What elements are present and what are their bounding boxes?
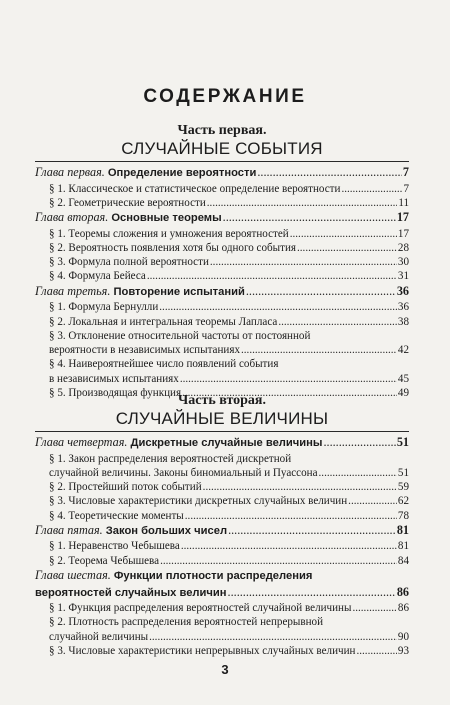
toc-section-entry-continued[interactable] <box>35 630 409 644</box>
page-number: 3 <box>221 662 229 677</box>
dot-leader <box>223 210 396 226</box>
section-title: § 4. Наивероятнейшее число появлений события <box>49 358 279 371</box>
contents-title: СОДЕРЖАНИЕ <box>143 86 307 107</box>
section-page-number: 17 <box>397 227 409 240</box>
section-page-number: 42 <box>397 344 409 357</box>
toc-section-entry[interactable] <box>35 480 409 494</box>
dot-leader <box>228 523 396 539</box>
section-page-number: 45 <box>397 372 409 385</box>
toc-section-entry[interactable] <box>35 227 409 241</box>
toc-section-entry[interactable] <box>35 615 409 629</box>
section-title: § 2. Простейший поток событий <box>49 481 202 494</box>
section-page-number: 78 <box>397 509 409 522</box>
section-title: § 3. Числовые характеристики непрерывных случайных величин <box>49 644 356 657</box>
chapter-title: Закон больших чисел <box>105 524 228 537</box>
dot-leader <box>241 343 397 357</box>
dot-leader <box>160 554 397 568</box>
dot-leader <box>207 196 398 210</box>
toc-chapter-entry-continued[interactable] <box>35 585 409 602</box>
section-title: случайной величины. Законы биномиальный и Пуассона <box>49 466 318 479</box>
toc-section-entry[interactable] <box>35 196 409 210</box>
section-page-number: 36 <box>397 301 409 314</box>
chapter-title: Дискретные случайные величины <box>130 437 323 449</box>
toc-chapter-entry[interactable] <box>35 284 409 301</box>
chapter-number: Глава пятая. <box>35 522 106 537</box>
toc-section-entry-continued[interactable] <box>35 343 409 357</box>
toc-section-entry[interactable] <box>35 315 409 329</box>
toc-section-entry[interactable] <box>35 255 409 269</box>
dot-leader <box>147 269 397 283</box>
toc-section-entry[interactable] <box>35 300 409 314</box>
section-title: § 2. Локальная и интегральная теоремы Лапласа <box>49 315 278 328</box>
dot-leader <box>159 300 397 314</box>
section-page-number: 62 <box>397 495 409 508</box>
toc-part <box>35 123 409 400</box>
section-title: § 5. Производящая функция <box>49 387 182 400</box>
chapter-title: Определение вероятности <box>107 167 257 179</box>
section-page-number: 30 <box>397 256 409 269</box>
chapter-title-continued: вероятностей случайных величин <box>35 586 227 599</box>
section-title: § 3. Числовые характеристики дискретных случайных величин <box>49 495 348 508</box>
chapter-page-number: 81 <box>396 522 409 537</box>
toc-section-entry[interactable] <box>35 539 409 553</box>
section-title: § 1. Функция распределения вероятностей случайной величины <box>49 602 352 615</box>
section-page-number: 59 <box>397 481 409 494</box>
toc-section-entry-continued[interactable] <box>35 466 409 480</box>
dot-leader <box>348 494 397 508</box>
chapter-title: Функции плотности распределения <box>113 570 313 583</box>
section-title: § 2. Теорема Чебышева <box>49 554 160 567</box>
dot-leader <box>228 585 396 601</box>
dot-leader <box>319 466 397 480</box>
toc-section-entry[interactable] <box>35 269 409 283</box>
section-title: § 4. Теоретические моменты <box>49 509 184 522</box>
section-title: § 1. Теоремы сложения и умножения вероятностей <box>49 227 289 240</box>
section-title: § 3. Отклонение относительной частоты от постоянной <box>49 329 311 342</box>
chapter-title: Основные теоремы <box>111 212 222 225</box>
section-page-number: 11 <box>398 196 409 209</box>
section-page-number: 86 <box>397 602 409 615</box>
toc-chapter-entry[interactable] <box>35 523 409 540</box>
section-page-number: 49 <box>397 387 409 400</box>
part-title: СЛУЧАЙНЫЕ СОБЫТИЯ <box>121 139 323 158</box>
toc-section-entry[interactable] <box>35 452 409 466</box>
section-title: § 2. Вероятность появления хотя бы одного события <box>49 241 296 254</box>
dot-leader <box>210 255 397 269</box>
section-page-number: 7 <box>403 182 409 195</box>
dot-leader <box>341 182 402 196</box>
section-page-number: 38 <box>397 315 409 328</box>
dot-leader <box>185 509 397 523</box>
section-page-number: 31 <box>397 270 409 283</box>
section-title: § 2. Геометрические вероятности <box>49 196 206 209</box>
section-page-number: 81 <box>397 540 409 553</box>
section-title: § 1. Формула Бернулли <box>49 301 159 314</box>
toc-chapter-entry[interactable] <box>35 435 409 452</box>
dot-leader <box>323 435 395 451</box>
toc-section-entry[interactable] <box>35 509 409 523</box>
toc-section-entry[interactable] <box>35 494 409 508</box>
section-page-number: 28 <box>397 241 409 254</box>
dot-leader <box>278 315 397 329</box>
chapter-page-number: 86 <box>396 584 409 599</box>
toc-section-entry[interactable] <box>35 329 409 343</box>
dot-leader <box>297 241 397 255</box>
section-page-number: 93 <box>397 644 409 657</box>
dot-leader <box>352 601 396 615</box>
part-title: СЛУЧАЙНЫЕ ВЕЛИЧИНЫ <box>115 409 329 428</box>
dot-leader <box>257 165 402 181</box>
dot-leader <box>203 480 397 494</box>
section-title: § 1. Закон распределения вероятностей дискретной <box>49 452 292 465</box>
section-title: случайной величины <box>49 630 149 643</box>
toc-section-entry[interactable] <box>35 601 409 615</box>
section-page-number: 51 <box>397 466 409 479</box>
section-title: § 3. Формула полной вероятности <box>49 256 209 269</box>
toc-section-entry[interactable] <box>35 182 409 196</box>
chapter-number: Глава четвертая. <box>35 435 131 449</box>
section-title: § 2. Плотность распределения вероятностей непрерывной <box>49 616 324 629</box>
dot-leader <box>180 372 397 386</box>
chapter-number: Глава третья. <box>35 283 114 298</box>
toc-section-entry-continued[interactable] <box>35 372 409 386</box>
toc-section-entry[interactable] <box>35 357 409 371</box>
dot-leader <box>356 644 396 658</box>
toc-chapter-entry[interactable] <box>35 165 409 182</box>
dot-leader <box>181 539 397 553</box>
part-divider <box>35 161 409 162</box>
chapter-page-number: 36 <box>396 283 409 298</box>
section-page-number: 84 <box>397 554 409 567</box>
chapter-number: Глава шестая. <box>35 568 114 583</box>
section-title: § 1. Классическое и статистическое определение вероятности <box>49 182 341 195</box>
toc-section-entry[interactable] <box>35 241 409 255</box>
section-page-number: 90 <box>397 630 409 643</box>
toc-part <box>35 393 409 658</box>
chapter-title: Повторение испытаний <box>113 285 245 298</box>
section-title: в независимых испытаниях <box>49 372 179 385</box>
toc-chapter-entry[interactable] <box>35 210 409 227</box>
dot-leader <box>290 227 397 241</box>
part-label: Часть первая. <box>177 123 267 138</box>
section-title: § 1. Неравенство Чебышева <box>49 540 180 553</box>
dot-leader <box>149 630 397 644</box>
chapter-page-number: 51 <box>396 435 409 449</box>
dot-leader <box>246 284 396 300</box>
toc-chapter-entry[interactable] <box>35 568 409 585</box>
section-title: § 4. Формула Бейеса <box>49 270 146 283</box>
chapter-page-number: 7 <box>402 165 409 179</box>
section-title: вероятности в независимых испытаниях <box>49 344 240 357</box>
chapter-number: Глава первая. <box>35 165 108 179</box>
chapter-number: Глава вторая. <box>35 210 112 225</box>
part-label: Часть вторая. <box>177 393 267 408</box>
toc-section-entry[interactable] <box>35 554 409 568</box>
toc-section-entry[interactable] <box>35 644 409 658</box>
chapter-page-number: 17 <box>396 210 409 225</box>
part-divider <box>35 431 409 432</box>
